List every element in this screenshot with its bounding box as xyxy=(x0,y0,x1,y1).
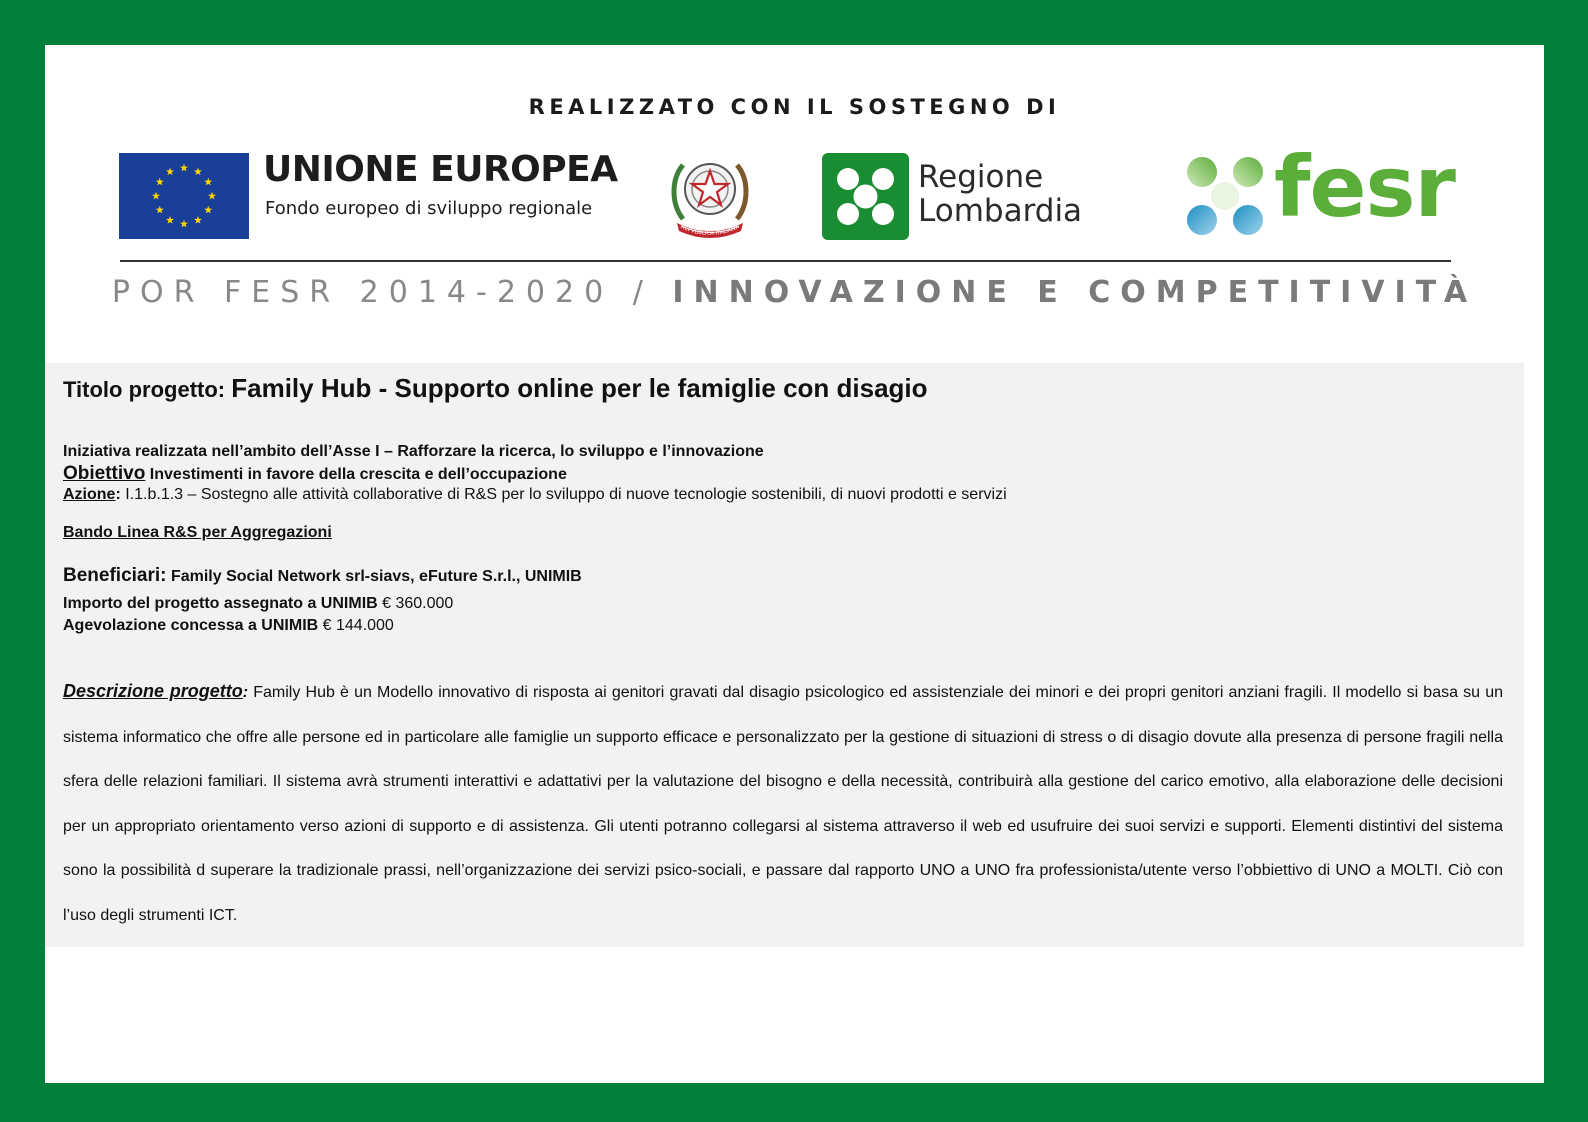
program-theme: INNOVAZIONE E COMPETITIVITÀ xyxy=(672,275,1478,310)
grant-value: € 144.000 xyxy=(322,617,394,634)
amount-line xyxy=(63,595,453,613)
initiative-text: Iniziativa realizzata nell’ambito dell’Asse I – Rafforzare la ricerca, lo sviluppo e l’innovazione xyxy=(63,443,764,460)
header-divider xyxy=(120,260,1451,262)
region-line-2: Lombardia xyxy=(918,193,1083,229)
objective-value: Investimenti in favore della crescita e dell’occupazione xyxy=(149,466,567,483)
action-label: Azione xyxy=(63,486,116,503)
program-line xyxy=(45,275,1544,310)
project-title-line: Titolo progetto: Family Hub - Supporto online per le famiglie con disagio xyxy=(63,373,928,403)
objective-line xyxy=(63,463,567,485)
project-info-panel xyxy=(45,363,1524,947)
description-text: Family Hub è un Modello innovativo di risposta ai genitori gravati dal disagio psicologico ed assistenziale dei minori e dei propri genitori anziani fragili. Il modello si basa su un sistema informatico che offre alle persone ed in particolare alle famiglie un supporto efficace e personalizzato per la gestione di situazioni di stress o di disagio dovute alla presenza di persone fragili nella sfera delle relazioni familiari. Il sistema avrà strumenti interattivi e adattativi per la valutazione del bisogno e della necessità, contribuirà alla gestione del carico emotivo, alla elaborazione delle decisioni per un appropriato orientamento verso azioni di supporto e di assistenza. Gli utenti potranno collegarsi al sistema attraverso il web ed usufruire dei suoi servizi e supporti. Elementi distintivi del sistema sono la possibilità d superare la tradizionale prassi, nell’organizzazione dei servizi psico-sociali, e passare dal rapporto UNO a UNO fra professionista/utente verso l’obbiettivo di UNO a MOLTI. Ciò con l’uso degli strumenti ICT. xyxy=(63,684,1504,924)
amount-value: € 360.000 xyxy=(382,595,454,612)
beneficiaries-line xyxy=(63,565,582,587)
emblem-ribbon-text: REPVBBLICA ITALIANA xyxy=(679,224,741,238)
eu-fund-name: Fondo europeo di sviluppo regionale xyxy=(265,198,593,219)
project-description: Descrizione progetto: Family Hub è un Modello innovativo di risposta ai genitori gravati dal disagio psicologico ed assistenziale dei minori e dei propri genitori anziani fragili. Il modello si basa su un sistema informatico che offre alle persone ed in particolare alle famiglie un supporto efficace e personalizzato per la gestione di situazioni di stress o di disagio dovute alla presenza di persone fragili nella sfera delle relazioni familiari. Il sistema avrà strumenti interattivi e adattativi per la valutazione del bisogno e della necessità, contribuirà alla gestione del carico emotivo, alla elaborazione delle decisioni per un appropriato orientamento verso azioni di supporto e di assistenza. Gli utenti potranno collegarsi al sistema attraverso il web ed usufruire dei suoi servizi e supporti. Elementi distintivi del sistema sono la possibilità d superare la tradizionale prassi, nell’organizzazione dei servizi psico-sociali, e passare dal rapporto UNO a UNO fra professionista/utente verso l’obbiettivo di UNO a MOLTI. Ciò con l’uso degli strumenti ICT. xyxy=(63,681,1504,924)
project-title-label: Titolo progetto xyxy=(63,377,218,402)
support-caption: REALIZZATO CON IL SOSTEGNO DI xyxy=(528,95,1061,119)
grant-label: Agevolazione concessa a UNIMIB xyxy=(63,617,319,634)
description-label: Descrizione progetto xyxy=(63,681,243,701)
program-name: POR FESR 2014-2020 / xyxy=(111,275,673,310)
beneficiaries-value: Family Social Network srl-siavs, eFuture S.r.l., UNIMIB xyxy=(170,568,582,585)
poster-sheet xyxy=(45,45,1544,1083)
fesr-logo-text: fesr xyxy=(1274,138,1455,236)
eu-flag-icon xyxy=(119,153,249,239)
beneficiaries-label: Beneficiari: xyxy=(63,565,167,586)
call-title: Bando Linea R&S per Aggregazioni xyxy=(63,524,332,541)
regione-lombardia-name xyxy=(918,160,1082,228)
regione-lombardia-logo-icon xyxy=(822,153,909,240)
action-value: I.1.b.1.3 – Sostegno alle attività collaborative di R&S per lo sviluppo di nuove tecnologie sostenibili, di nuovi prodotti e servizi xyxy=(125,486,1007,503)
action-line: Azione: I.1.b.1.3 – Sostegno alle attività collaborative di R&S per lo sviluppo di nuove tecnologie sostenibili, di nuovi prodotti e servizi xyxy=(63,486,1007,503)
region-line-1: Regione xyxy=(918,159,1044,195)
grant-line xyxy=(63,617,394,635)
amount-label: Importo del progetto assegnato a UNIMIB xyxy=(63,595,378,612)
fesr-symbol-icon xyxy=(1180,150,1270,242)
eu-name: UNIONE EUROPEA xyxy=(263,149,618,190)
project-title-value: Family Hub - Supporto online per le famiglie con disagio xyxy=(231,373,928,403)
objective-label: Obiettivo xyxy=(63,463,146,484)
italian-republic-emblem-icon xyxy=(669,149,751,239)
